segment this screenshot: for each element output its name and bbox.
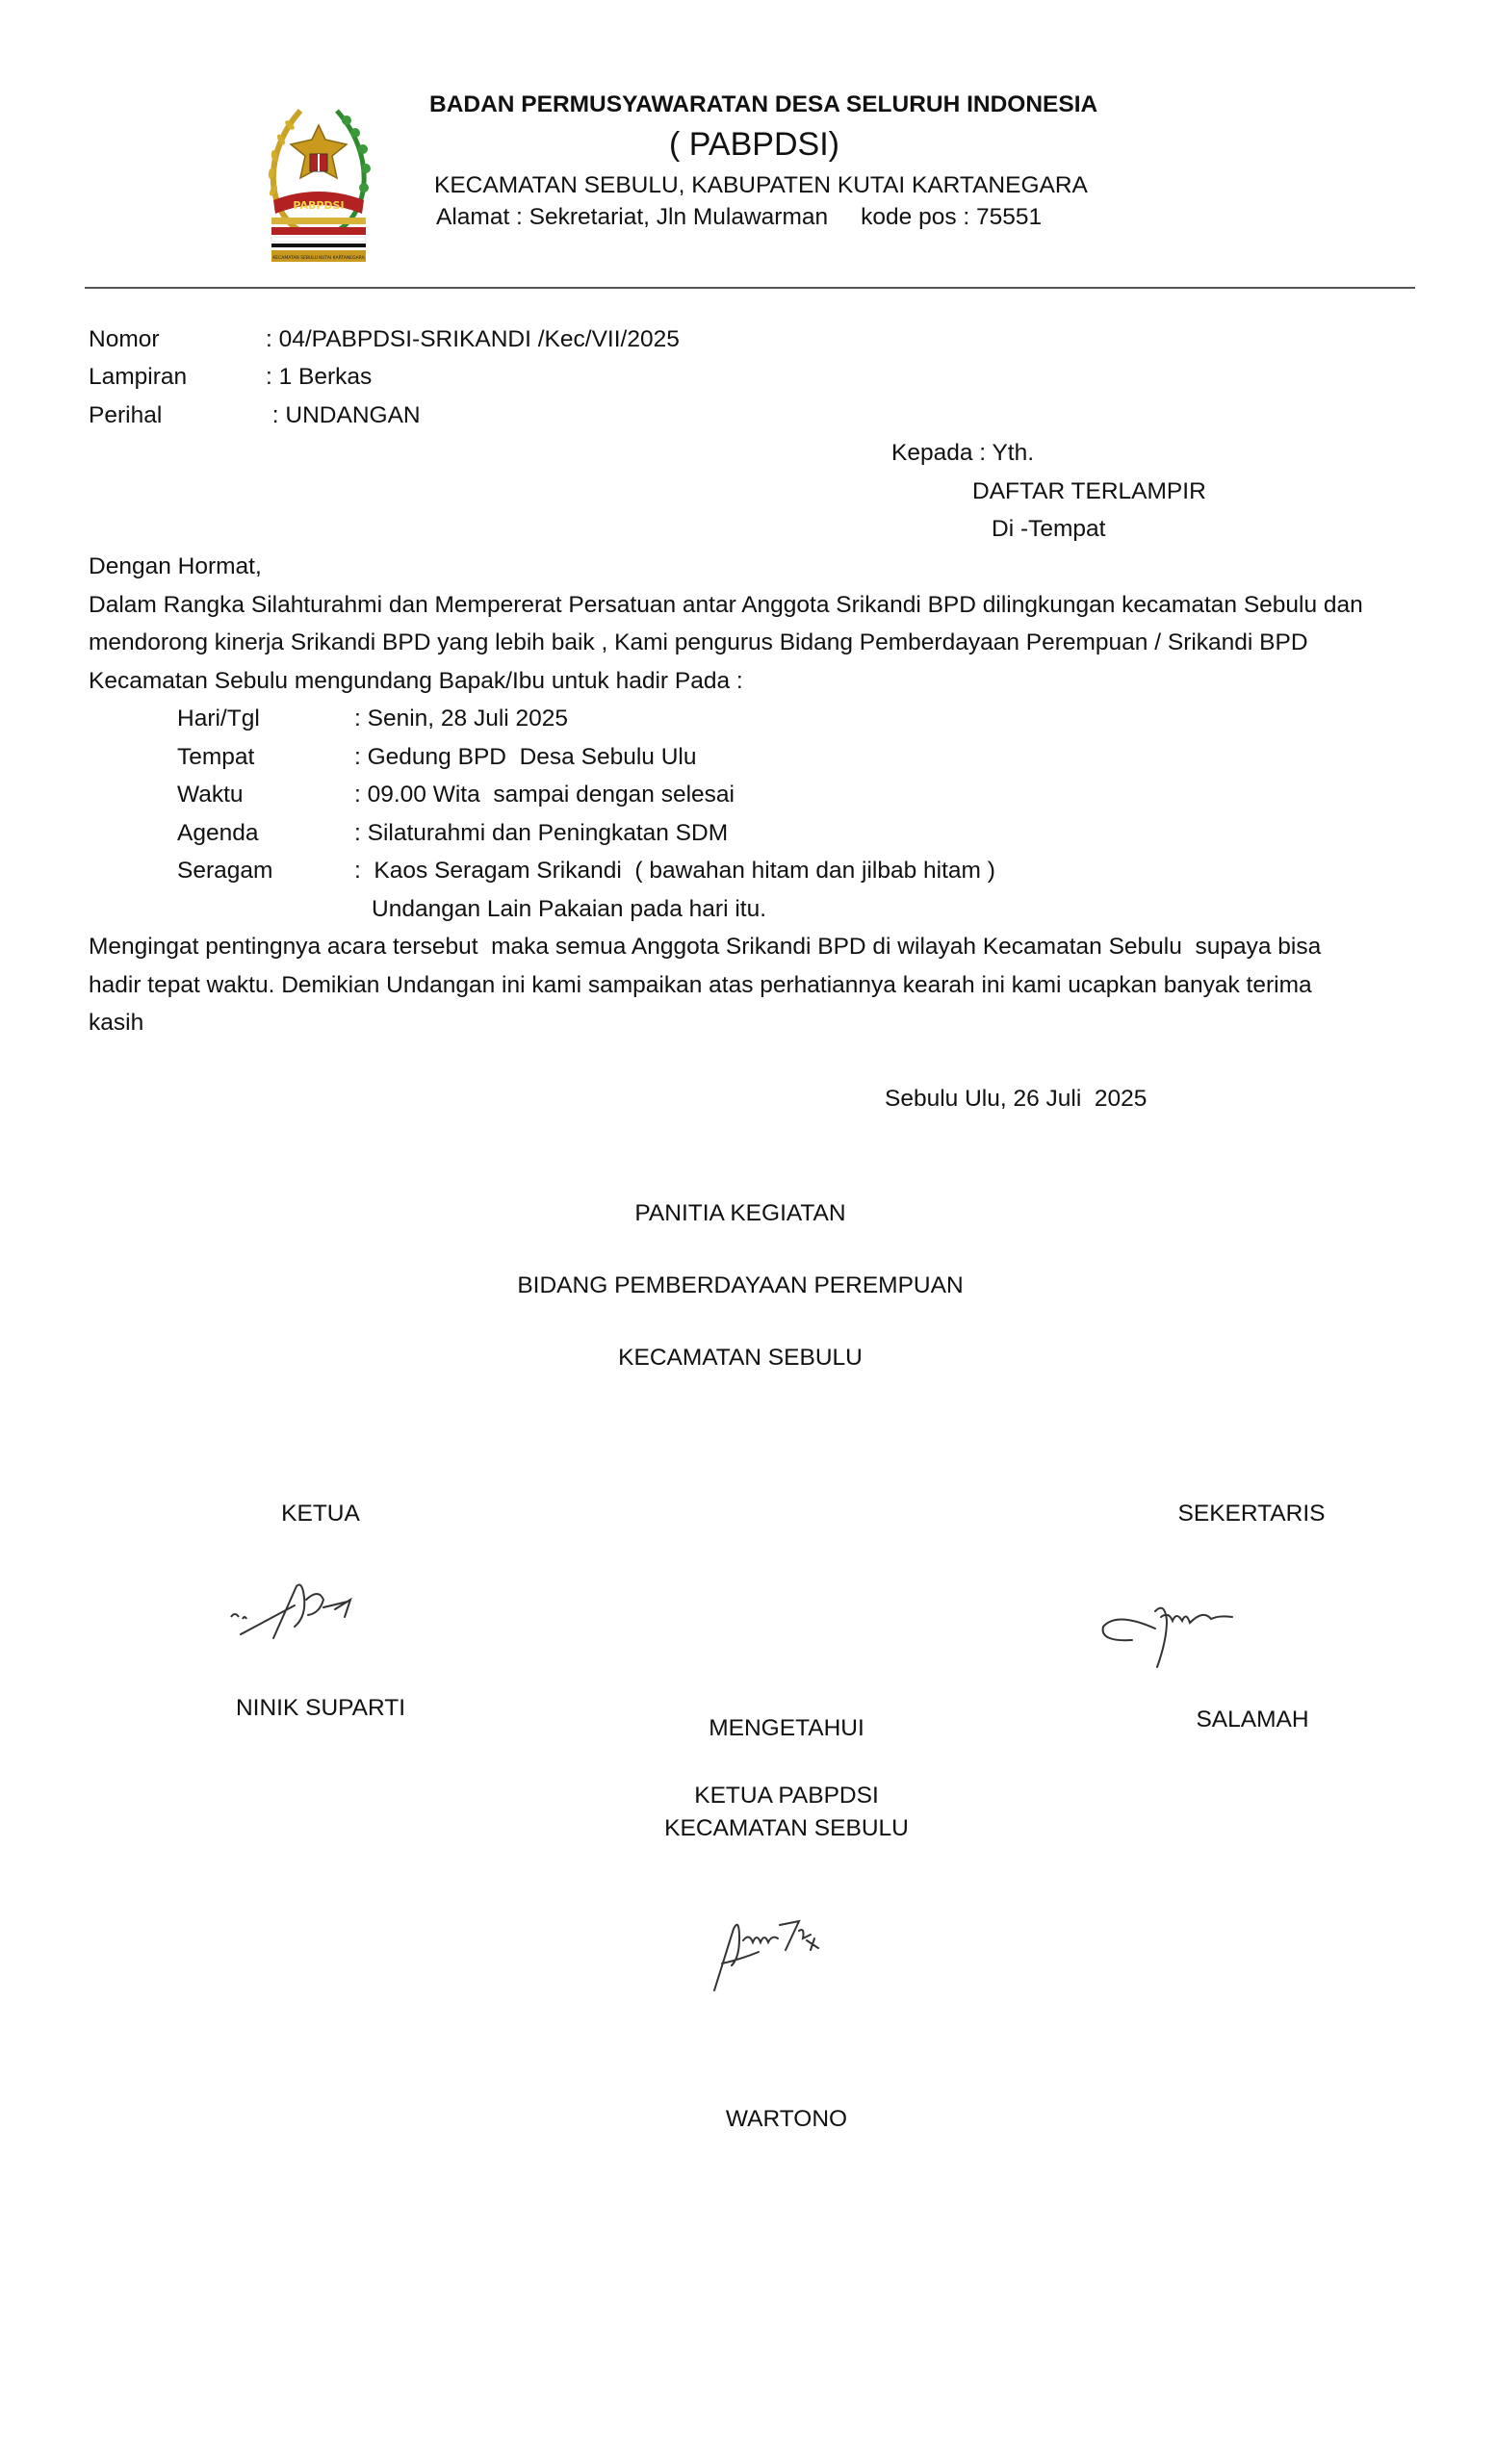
detail-value-waktu: : 09.00 Wita sampai dengan selesai bbox=[354, 782, 735, 808]
pabpdsi-logo bbox=[262, 87, 375, 264]
division-title: BIDANG PEMBERDAYAAN PEREMPUAN bbox=[517, 1272, 964, 1298]
recipient-daftar: DAFTAR TERLAMPIR bbox=[972, 478, 1206, 504]
district-title: KECAMATAN SEBULU bbox=[618, 1345, 863, 1371]
closing-line: kasih bbox=[89, 1010, 144, 1036]
header-divider bbox=[85, 287, 1415, 289]
lampiran-label: Lampiran bbox=[89, 364, 188, 390]
mengetahui-label: MENGETAHUI bbox=[709, 1715, 864, 1741]
greeting: Dengan Hormat, bbox=[89, 553, 262, 579]
org-name: BADAN PERMUSYAWARATAN DESA SELURUH INDONESIA bbox=[429, 91, 1098, 117]
sekretaris-title: SEKERTARIS bbox=[1177, 1501, 1326, 1527]
detail-label-waktu: Waktu bbox=[177, 782, 244, 808]
place-date: Sebulu Ulu, 26 Juli 2025 bbox=[885, 1086, 1148, 1112]
detail-value-hari: : Senin, 28 Juli 2025 bbox=[354, 706, 569, 732]
lampiran-value: : 1 Berkas bbox=[266, 364, 373, 390]
detail-value-tempat: : Gedung BPD Desa Sebulu Ulu bbox=[354, 744, 697, 770]
perihal-label: Perihal bbox=[89, 402, 163, 428]
intro-line: Dalam Rangka Silahturahmi dan Mempererat Persatuan antar Anggota Srikandi BPD dilingkungan kecamatan Sebulu dan bbox=[89, 592, 1363, 618]
seragam-continuation: Undangan Lain Pakaian pada hari itu. bbox=[372, 896, 767, 922]
recipient-tempat: Di -Tempat bbox=[992, 516, 1106, 542]
intro-line: mendorong kinerja Srikandi BPD yang lebih baik , Kami pengurus Bidang Pemberdayaan Perempuan / Srikandi BPD bbox=[89, 629, 1308, 655]
sekretaris-name: SALAMAH bbox=[1196, 1707, 1309, 1732]
closing-line: Mengingat pentingnya acara tersebut maka semua Anggota Srikandi BPD di wilayah Kecamatan Sebulu supaya bisa bbox=[89, 934, 1322, 960]
org-region: KECAMATAN SEBULU, KABUPATEN KUTAI KARTANEGARA bbox=[434, 172, 1088, 198]
committee-title: PANITIA KEGIATAN bbox=[634, 1200, 846, 1226]
org-abbreviation: ( PABPDSI) bbox=[669, 126, 839, 163]
detail-label-seragam: Seragam bbox=[177, 858, 273, 884]
closing-line: hadir tepat waktu. Demikian Undangan ini kami sampaikan atas perhatiannya kearah ini kami ucapkan banyak terima bbox=[89, 972, 1312, 998]
sekretaris-signature bbox=[1097, 1582, 1290, 1671]
nomor-value: : 04/PABPDSI-SRIKANDI /Kec/VII/2025 bbox=[266, 326, 680, 352]
chair-signature bbox=[710, 1910, 836, 1996]
nomor-label: Nomor bbox=[89, 326, 160, 352]
chair-name: WARTONO bbox=[725, 2106, 848, 2132]
ketua-signature bbox=[227, 1578, 381, 1646]
ketua-name: NINIK SUPARTI bbox=[235, 1695, 406, 1721]
chair-title-line-1: KETUA PABPDSI bbox=[694, 1783, 879, 1809]
detail-label-hari: Hari/Tgl bbox=[177, 706, 260, 732]
recipient-kepada: Kepada : Yth. bbox=[891, 440, 1035, 466]
ketua-title: KETUA bbox=[281, 1501, 360, 1527]
svg-text:KECAMATAN SEBULU KUTAI KARTANE: KECAMATAN SEBULU KUTAI KARTANEGARA bbox=[272, 256, 365, 261]
svg-text:PABPDSI: PABPDSI bbox=[293, 199, 345, 212]
intro-line: Kecamatan Sebulu mengundang Bapak/Ibu untuk hadir Pada : bbox=[89, 668, 743, 694]
detail-value-seragam: : Kaos Seragam Srikandi ( bawahan hitam dan jilbab hitam ) bbox=[354, 858, 995, 884]
detail-value-agenda: : Silaturahmi dan Peningkatan SDM bbox=[354, 820, 729, 846]
detail-label-agenda: Agenda bbox=[177, 820, 259, 846]
detail-label-tempat: Tempat bbox=[177, 744, 255, 770]
org-address: Alamat : Sekretariat, Jln Mulawarman kode pos : 75551 bbox=[436, 204, 1043, 230]
chair-title-line-2: KECAMATAN SEBULU bbox=[664, 1815, 909, 1841]
perihal-value: : UNDANGAN bbox=[266, 402, 421, 428]
